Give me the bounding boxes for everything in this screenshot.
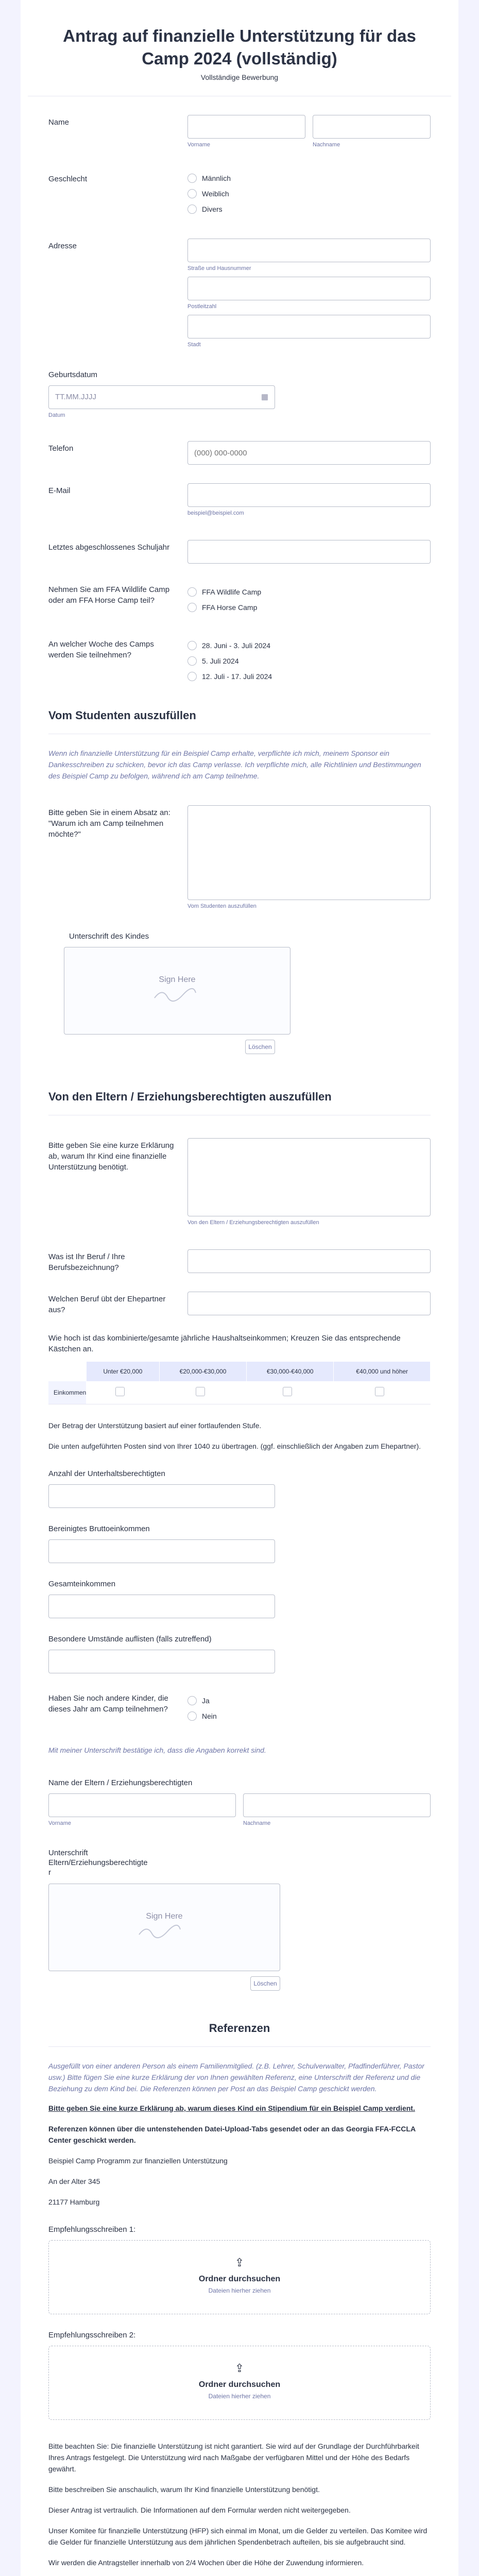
radio-icon[interactable] [187, 672, 197, 681]
other-children-row [48, 1682, 431, 1736]
parent-essay-label: Bitte geben Sie eine kurze Erklärung ab, warum Ihr Kind eine finanzielle Unterstützung benötigt. [48, 1141, 174, 1172]
income-col-4: €40,000 und höher [334, 1362, 431, 1381]
upload-1-sub: Dateien hierher ziehen [208, 2286, 271, 2294]
first-name-sublabel: Vorname [187, 142, 211, 148]
income-label: Wie hoch ist das kombinierte/gesamte jährliche Haushaltseinkommen; Kreuzen Sie das entsprechende Kästchen an. [48, 1334, 401, 1353]
closing-2: Bitte beschreiben Sie anschaulich, warum Ihr Kind finanzielle Unterstützung benötigt. [48, 2485, 320, 2494]
income-table [48, 1362, 431, 1404]
circumstances-input[interactable] [48, 1650, 275, 1673]
references-bold-2: Referenzen können über die untenstehenden Datei-Upload-Tabs gesendet oder an das Georgia FFA-FCCLA Center geschickt werden. [48, 2124, 416, 2144]
week-label: An welcher Woche des Camps werden Sie teilnehmen? [48, 640, 154, 659]
sign-here-text: Sign Here [146, 1911, 183, 1921]
job-row [48, 1240, 431, 1282]
radio-icon[interactable] [187, 641, 197, 650]
income-table-header [48, 1362, 431, 1381]
radio-icon[interactable] [187, 587, 197, 597]
parent-name-row [48, 1770, 431, 1840]
parent-essay-textarea[interactable] [187, 1138, 431, 1216]
income-checkbox-2[interactable] [196, 1387, 205, 1396]
week-option-3[interactable]: 12. Juli - 17. Juli 2024 [187, 672, 431, 681]
upload-2-title[interactable]: Ordner durchsuchen [198, 2380, 281, 2389]
parent-signature-pad[interactable] [48, 1884, 280, 1971]
closing-5: Wir werden die Antragsteller innerhalb von 2/4 Wochen über die Höhe der Zuwendung informieren. [48, 2558, 364, 2567]
adjusted-income-input[interactable] [48, 1539, 275, 1563]
income-col-2: €20,000-€30,000 [159, 1362, 246, 1381]
email-row [48, 474, 431, 531]
parent-essay-row [48, 1129, 431, 1240]
email-sublabel: beispiel@beispiel.com [187, 510, 244, 516]
camp-row [48, 573, 431, 628]
references-bold-1: Bitte geben Sie eine kurze Erklärung ab, warum dieses Kind ein Stipendium für ein Beispiel Camp verdient. [48, 2104, 415, 2112]
dependents-label: Anzahl der Unterhaltsberechtigten [48, 1469, 165, 1478]
form-page [21, 0, 458, 2576]
first-name-input[interactable] [187, 115, 305, 139]
city-input[interactable] [187, 315, 431, 338]
radio-icon[interactable] [187, 1696, 197, 1705]
camp-option-horse[interactable]: FFA Horse Camp [187, 603, 431, 612]
gender-option-diverse[interactable]: Divers [187, 205, 431, 214]
cloud-upload-icon: ⇪ [234, 2256, 245, 2269]
circumstances-row [48, 1626, 431, 1682]
radio-icon[interactable] [187, 1711, 197, 1721]
street-input[interactable] [187, 239, 431, 262]
student-note: Wenn ich finanzielle Unterstützung für ein Beispiel Camp erhalte, verpflichte ich mich, meinem Sponsor ein Dankesschreiben zu schicken, bevor ich das Camp verlasse. Ich verpflichte mich, alle Richtlinien und Bestimmungen des Beispiel Camp zu befolgen, während ich am Camp teilnehme. [48, 749, 421, 780]
other-children-label: Haben Sie noch andere Kinder, die dieses Jahr am Camp teilnehmen? [48, 1693, 168, 1714]
parent-signature-clear-button[interactable]: Löschen [250, 1976, 280, 1991]
sign-here-text: Sign Here [159, 975, 196, 984]
address-label: Adresse [48, 242, 77, 250]
confirm-note: Mit meiner Unterschrift bestätige ich, dass die Angaben korrekt sind. [48, 1745, 266, 1754]
other-children-yes[interactable]: Ja [187, 1696, 431, 1705]
upload-1-label: Empfehlungsschreiben 1: [48, 2225, 136, 2234]
gender-option-female[interactable]: Weiblich [187, 189, 431, 198]
income-col-1: Unter €20,000 [86, 1362, 159, 1381]
last-name-sublabel: Nachname [313, 142, 340, 148]
phone-input[interactable] [187, 441, 431, 465]
last-name-input[interactable] [313, 115, 431, 139]
income-note-1: Der Betrag der Unterstützung basiert auf einer fortlaufenden Stufe. [48, 1421, 262, 1430]
radio-icon[interactable] [187, 189, 197, 198]
name-row [48, 106, 431, 162]
other-children-no[interactable]: Nein [187, 1711, 431, 1721]
gender-row [48, 162, 431, 229]
school-year-label: Letztes abgeschlossenes Schuljahr [48, 543, 170, 552]
cloud-upload-icon: ⇪ [234, 2361, 245, 2375]
child-signature-clear-button[interactable]: Löschen [245, 1040, 275, 1054]
birthdate-input[interactable]: TT.MM.JJJJ ▦ [48, 385, 275, 409]
student-essay-row [48, 796, 431, 924]
parent-last-name-input[interactable] [243, 1793, 431, 1817]
gender-label: Geschlecht [48, 175, 88, 183]
income-row-label: Einkommen [48, 1381, 86, 1404]
income-checkbox-1[interactable] [115, 1387, 125, 1396]
parent-essay-sublabel: Von den Eltern / Erziehungsberechtigten auszufüllen [187, 1219, 319, 1226]
camp-option-wildlife[interactable]: FFA Wildlife Camp [187, 587, 431, 597]
income-checkbox-4[interactable] [375, 1387, 384, 1396]
phone-row [48, 432, 431, 474]
parent-signature-label: Unterschrift Eltern/Erziehungsberechtigte r [48, 1848, 148, 1877]
birthdate-row [48, 362, 431, 432]
upload-2-label: Empfehlungsschreiben 2: [48, 2330, 136, 2340]
upload-1-title[interactable]: Ordner durchsuchen [198, 2274, 281, 2283]
closing-notes [48, 2441, 431, 2576]
references-title: Referenzen [48, 2009, 431, 2047]
week-option-2[interactable]: 5. Juli 2024 [187, 656, 431, 666]
form-title: Antrag auf finanzielle Unterstützung für das Camp 2024 (vollständig) [63, 26, 416, 68]
school-year-row [48, 531, 431, 573]
student-essay-sublabel: Vom Studenten auszufüllen [187, 903, 256, 909]
child-signature-label: Unterschrift des Kindes [69, 932, 149, 941]
income-table-corner [48, 1362, 86, 1381]
student-section-title: Vom Studenten auszufüllen [48, 697, 431, 734]
birthdate-label: Geburtsdatum [48, 370, 98, 379]
radio-icon[interactable] [187, 656, 197, 666]
student-essay-textarea[interactable] [187, 805, 431, 900]
child-signature-row [48, 924, 285, 1062]
adjusted-income-row [48, 1516, 431, 1571]
upload-1-row [48, 2217, 431, 2323]
partner-job-row [48, 1282, 431, 1325]
parent-signature-row [48, 1840, 285, 1999]
references-intro: Ausgefüllt von einer anderen Person als einem Familienmitglied. (z.B. Lehrer, Schulverwalter, Pfadfinderführer, Pastor usw.) Bitte fügen Sie eine kurze Erklärung der von Ihnen gewählten Referenz, eine Unterschrift der Referenz und die Beziehung zu dem Kind bei. Die Referenzen können per Post an das Beispiel Camp geschickt werden. [48, 2061, 424, 2093]
radio-icon[interactable] [187, 603, 197, 612]
upload-2-dropzone[interactable] [48, 2346, 431, 2420]
address-line-1: Beispiel Camp Programm zur finanziellen Unterstützung [48, 2156, 228, 2165]
student-essay-label: Bitte geben Sie in einem Absatz an: "Warum ich am Camp teilnehmen möchte?" [48, 808, 170, 839]
form-subtitle: Vollständige Bewerbung [200, 73, 279, 81]
parent-name-label: Name der Eltern / Erziehungsberechtigten [48, 1778, 193, 1787]
adjusted-income-label: Bereinigtes Bruttoeinkommen [48, 1524, 150, 1533]
parent-first-name-input[interactable] [48, 1793, 236, 1817]
income-checkbox-3[interactable] [283, 1387, 292, 1396]
job-input[interactable] [187, 1249, 431, 1273]
total-income-row [48, 1571, 431, 1626]
zip-sublabel: Postleitzahl [187, 303, 217, 310]
partner-job-input[interactable] [187, 1292, 431, 1315]
income-note-2: Die unten aufgeführten Posten sind von Ihrer 1040 zu übertragen. (ggf. einschließlich der Angaben zum Ehepartner). [48, 1442, 421, 1450]
signature-icon [136, 1924, 183, 1940]
phone-label: Telefon [48, 444, 74, 453]
total-income-input[interactable] [48, 1595, 275, 1618]
week-row [48, 628, 431, 697]
birthdate-sublabel: Datum [48, 412, 65, 418]
dependents-row [48, 1461, 431, 1516]
closing-3: Dieser Antrag ist vertraulich. Die Informationen auf dem Formular werden nicht weitergegeben. [48, 2505, 351, 2514]
gender-option-male[interactable]: Männlich [187, 174, 431, 183]
address-line-3: 21177 Hamburg [48, 2197, 100, 2206]
radio-icon[interactable] [187, 205, 197, 214]
signature-icon [152, 988, 198, 1003]
email-input[interactable] [187, 483, 431, 507]
income-row [48, 1325, 431, 1413]
city-sublabel: Stadt [187, 342, 201, 348]
zip-input[interactable] [187, 277, 431, 300]
upload-1-dropzone[interactable] [48, 2240, 431, 2314]
circumstances-label: Besondere Umstände auflisten (falls zutreffend) [48, 1634, 212, 1643]
upload-2-sub: Dateien hierher ziehen [208, 2392, 271, 2400]
job-label: Was ist Ihr Beruf / Ihre Berufsbezeichnung? [48, 1252, 125, 1272]
radio-icon[interactable] [187, 174, 197, 183]
camp-label: Nehmen Sie am FFA Wildlife Camp oder am FFA Horse Camp teil? [48, 585, 170, 605]
parent-first-name-sublabel: Vorname [48, 1820, 72, 1826]
school-year-input[interactable] [187, 540, 431, 564]
address-line-2: An der Alter 345 [48, 2177, 100, 2185]
calendar-icon[interactable]: ▦ [261, 393, 268, 401]
name-label: Name [48, 118, 70, 127]
week-option-1[interactable]: 28. Juni - 3. Juli 2024 [187, 641, 431, 650]
upload-2-row [48, 2323, 431, 2428]
partner-job-label: Welchen Beruf übt der Ehepartner aus? [48, 1295, 166, 1314]
closing-1: Bitte beachten Sie: Die finanzielle Unterstützung ist nicht garantiert. Sie wird auf der Grundlage der Durchführbarkeit Ihres Antrags festgelegt. Die Unterstützung wird nach Maßgabe der verfügbaren Mittel und der Höhe des Bedarfs gewährt. [48, 2442, 419, 2473]
email-label: E-Mail [48, 486, 71, 495]
address-row [48, 229, 431, 362]
parent-last-name-sublabel: Nachname [243, 1820, 271, 1826]
income-col-3: €30,000-€40,000 [247, 1362, 334, 1381]
closing-4: Unser Komitee für finanzielle Unterstützung (HFP) sich einmal im Monat, um die Gelder zu verteilen. Das Komitee wird die Gelder für finanzielle Unterstützung aus dem jährlichen Spendenbetrach aufteilen, bis sie aufgebraucht sind. [48, 2526, 427, 2546]
street-sublabel: Straße und Hausnummer [187, 265, 251, 272]
form-header [28, 0, 451, 96]
table-row [48, 1381, 431, 1404]
total-income-label: Gesamteinkommen [48, 1579, 116, 1588]
child-signature-pad[interactable] [64, 947, 290, 1035]
dependents-input[interactable] [48, 1484, 275, 1508]
parent-section-title: Von den Eltern / Erziehungsberechtigten auszufüllen [48, 1078, 431, 1115]
